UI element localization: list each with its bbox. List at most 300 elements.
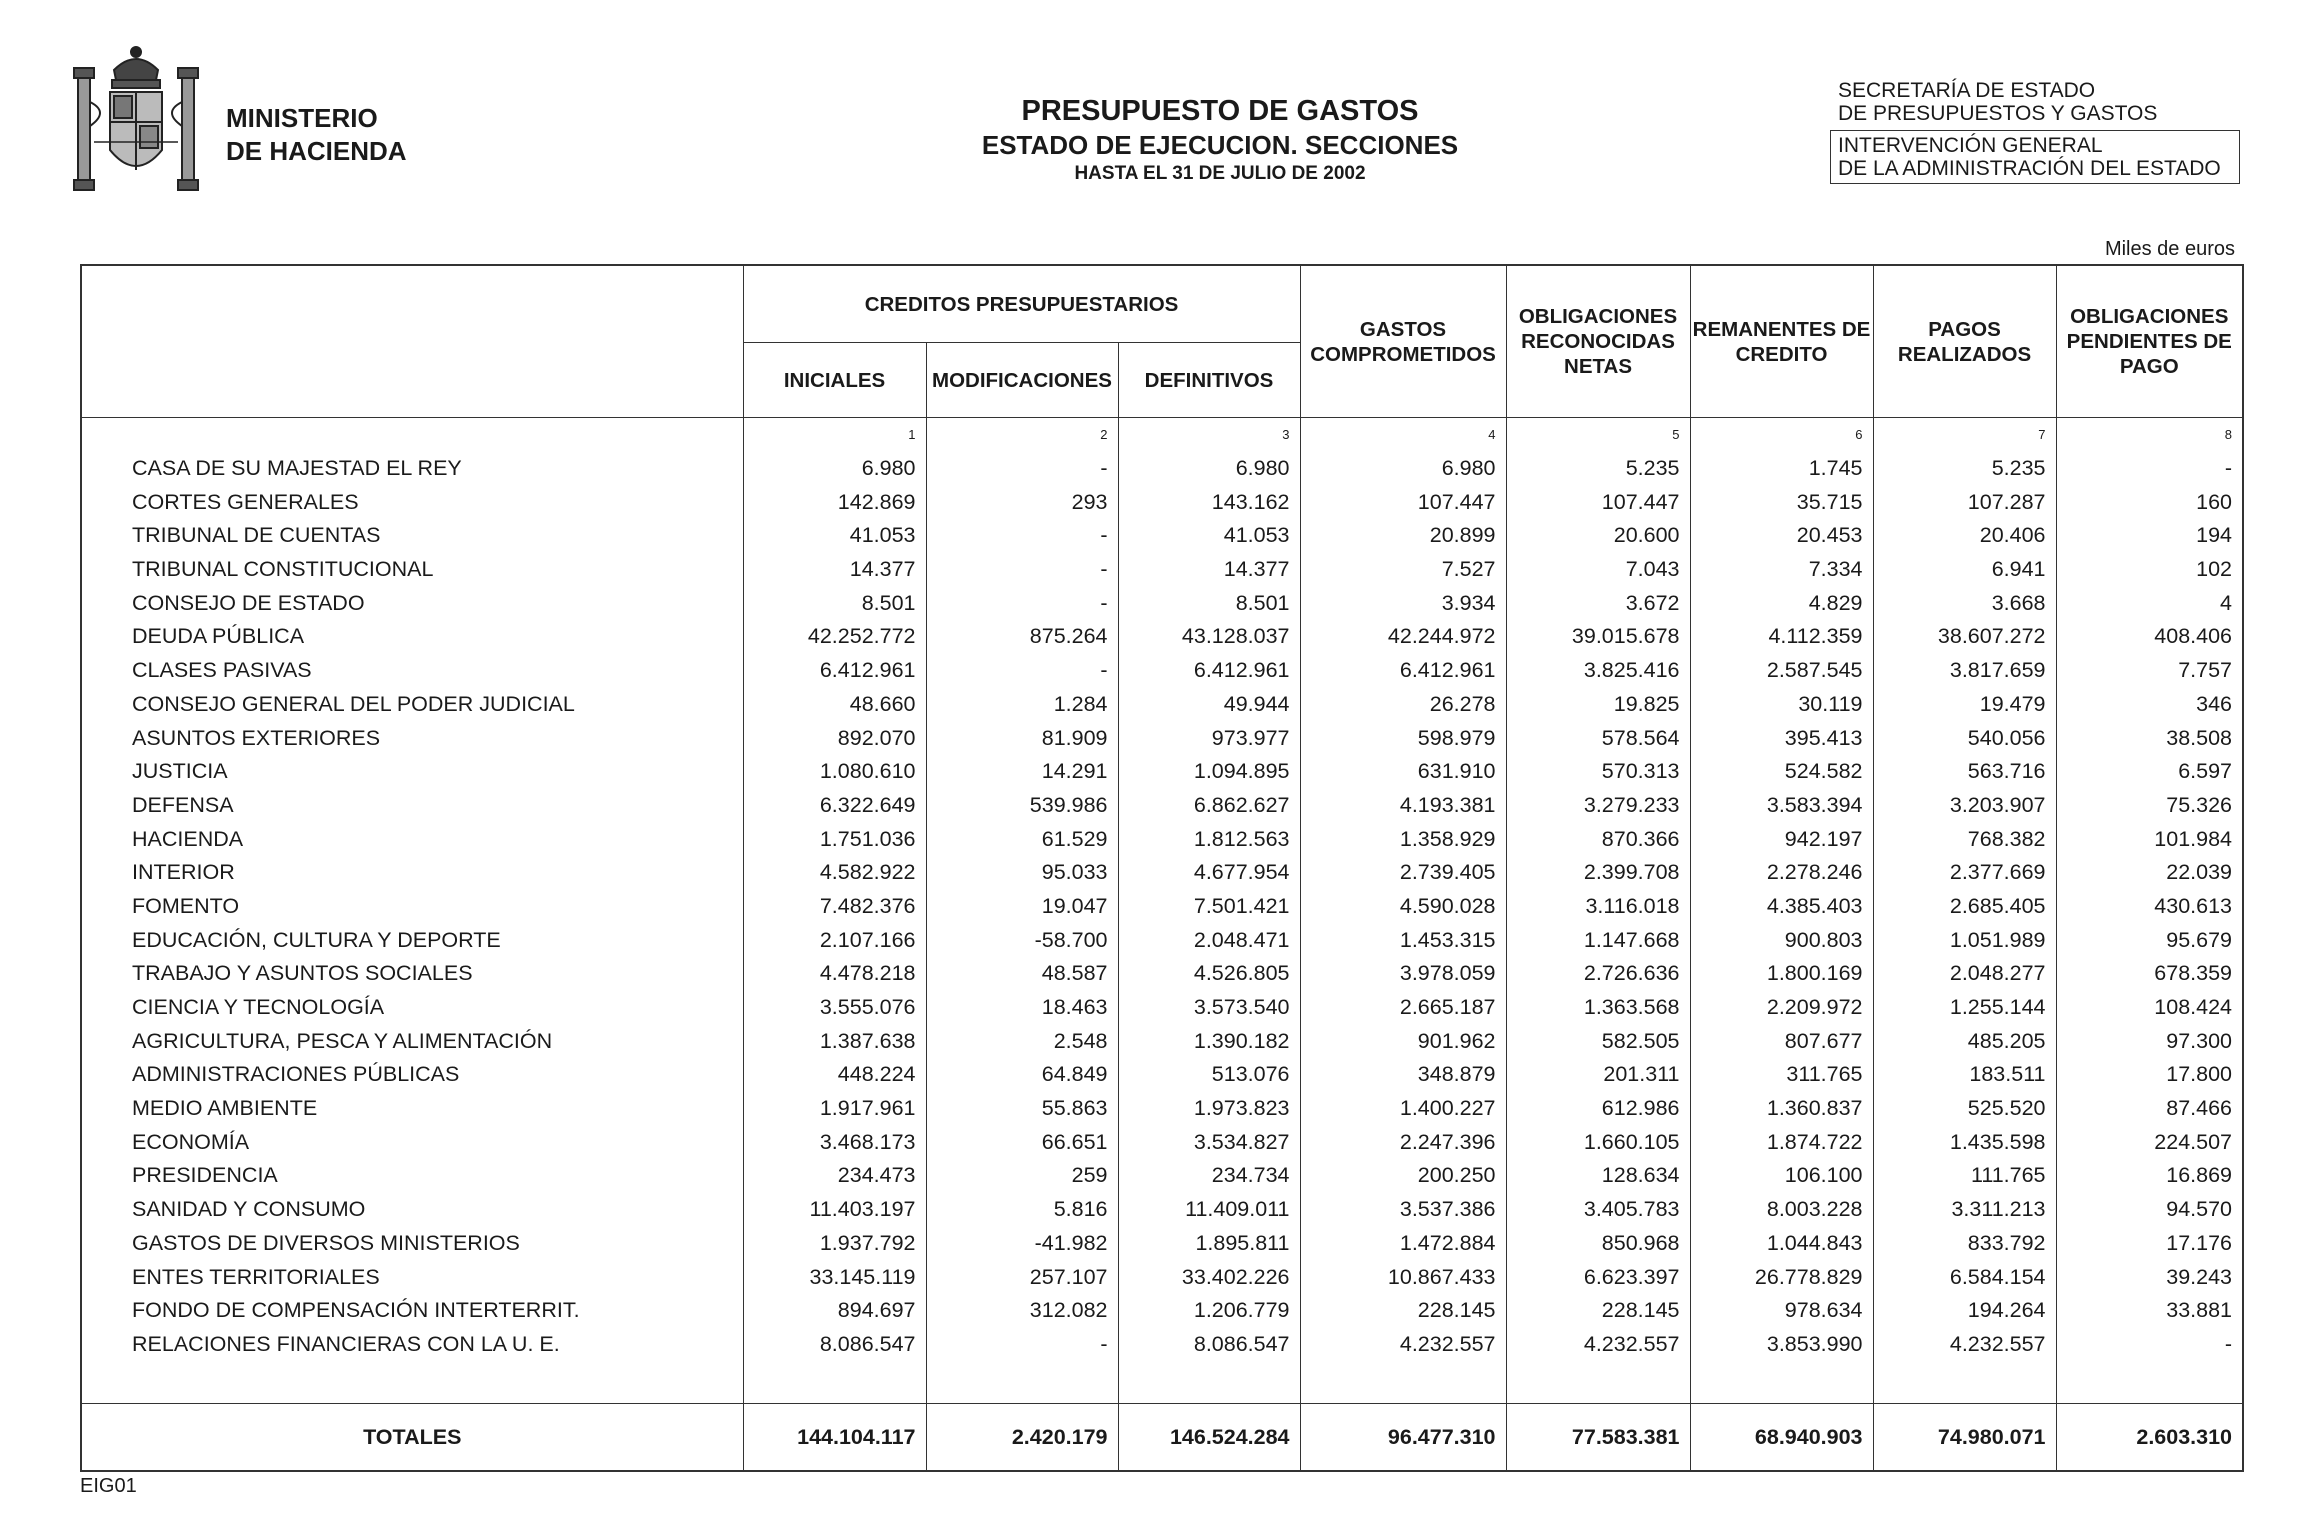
total-value: 68.940.903 — [1690, 1404, 1873, 1472]
cell-value: 2.726.636 — [1506, 957, 1690, 991]
cell-value: 311.765 — [1690, 1058, 1873, 1092]
row-label: SANIDAD Y CONSUMO — [81, 1193, 743, 1227]
cell-value: 224.507 — [2056, 1125, 2243, 1159]
total-value: 2.603.310 — [2056, 1404, 2243, 1472]
row-label: CONSEJO DE ESTADO — [81, 586, 743, 620]
table-row — [81, 721, 2243, 755]
cell-value: 1.937.792 — [743, 1227, 926, 1261]
cell-value: -41.982 — [926, 1227, 1118, 1261]
cell-value: 8.086.547 — [1118, 1328, 1300, 1362]
cell-value: 631.910 — [1300, 755, 1506, 789]
cell-value: 5.235 — [1873, 452, 2056, 486]
cell-value: 348.879 — [1300, 1058, 1506, 1092]
cell-value: 3.573.540 — [1118, 991, 1300, 1025]
cell-value: 3.279.233 — [1506, 789, 1690, 823]
col-header-definitivos: DEFINITIVOS — [1118, 343, 1300, 418]
table-row — [81, 923, 2243, 957]
table-body — [81, 418, 2243, 1472]
cell-value: 48.660 — [743, 688, 926, 722]
cell-value: 22.039 — [2056, 856, 2243, 890]
cell-value: 4.232.557 — [1300, 1328, 1506, 1362]
secretaria-label — [1838, 79, 2157, 125]
col-header-remanentes: REMANENTES DE CREDITO — [1690, 265, 1873, 418]
cell-value: 5.816 — [926, 1193, 1118, 1227]
column-number: 6 — [1690, 418, 1873, 452]
cell-value: 94.570 — [2056, 1193, 2243, 1227]
cell-value: 4.526.805 — [1118, 957, 1300, 991]
cell-value: 38.607.272 — [1873, 620, 2056, 654]
cell-value: 2.399.708 — [1506, 856, 1690, 890]
cell-value: 87.466 — [2056, 1092, 2243, 1126]
cell-value: 6.980 — [1118, 452, 1300, 486]
cell-value: 7.334 — [1690, 553, 1873, 587]
cell-value: 183.511 — [1873, 1058, 2056, 1092]
cell-value: - — [2056, 452, 2243, 486]
table-row — [81, 1227, 2243, 1261]
cell-value: 4.478.218 — [743, 957, 926, 991]
cell-value: 4.590.028 — [1300, 890, 1506, 924]
cell-value: 257.107 — [926, 1260, 1118, 1294]
table-row — [81, 1058, 2243, 1092]
col-header-gastos-comprometidos: GASTOS COMPROMETIDOS — [1300, 265, 1506, 418]
row-label: JUSTICIA — [81, 755, 743, 789]
table-row — [81, 553, 2243, 587]
cell-value: 978.634 — [1690, 1294, 1873, 1328]
cell-value: 6.412.961 — [1300, 654, 1506, 688]
report-period: HASTA EL 31 DE JULIO DE 2002 — [1074, 163, 1366, 184]
cell-value: 2.685.405 — [1873, 890, 2056, 924]
intervencion-box — [1830, 130, 2240, 184]
cell-value: 3.405.783 — [1506, 1193, 1690, 1227]
cell-value: 1.874.722 — [1690, 1125, 1873, 1159]
table-row — [81, 1125, 2243, 1159]
cell-value: 43.128.037 — [1118, 620, 1300, 654]
cell-value: 7.482.376 — [743, 890, 926, 924]
cell-value: 2.377.669 — [1873, 856, 2056, 890]
cell-value: 408.406 — [2056, 620, 2243, 654]
cell-value: 1.206.779 — [1118, 1294, 1300, 1328]
cell-value: 598.979 — [1300, 721, 1506, 755]
cell-value: 39.243 — [2056, 1260, 2243, 1294]
total-value: 144.104.117 — [743, 1404, 926, 1472]
table-row — [81, 856, 2243, 890]
cell-value: 563.716 — [1873, 755, 2056, 789]
report-title-block — [860, 93, 1580, 187]
row-label: ADMINISTRACIONES PÚBLICAS — [81, 1058, 743, 1092]
cell-value: 3.853.990 — [1690, 1328, 1873, 1362]
cell-value: 1.094.895 — [1118, 755, 1300, 789]
ministry-name — [226, 102, 407, 168]
cell-value: 7.043 — [1506, 553, 1690, 587]
row-label: CORTES GENERALES — [81, 485, 743, 519]
cell-value: 1.917.961 — [743, 1092, 926, 1126]
cell-value: 33.145.119 — [743, 1260, 926, 1294]
creditos-group-header: CREDITOS PRESUPUESTARIOS — [743, 265, 1300, 343]
cell-value: 101.984 — [2056, 822, 2243, 856]
table-row — [81, 688, 2243, 722]
cell-value: 513.076 — [1118, 1058, 1300, 1092]
cell-value: 10.867.433 — [1300, 1260, 1506, 1294]
cell-value: 1.051.989 — [1873, 923, 2056, 957]
cell-value: 20.453 — [1690, 519, 1873, 553]
table-row — [81, 586, 2243, 620]
cell-value: 1.973.823 — [1118, 1092, 1300, 1126]
cell-value: 900.803 — [1690, 923, 1873, 957]
cell-value: 892.070 — [743, 721, 926, 755]
cell-value: 1.751.036 — [743, 822, 926, 856]
cell-value: 7.757 — [2056, 654, 2243, 688]
cell-value: 17.800 — [2056, 1058, 2243, 1092]
cell-value: 259 — [926, 1159, 1118, 1193]
row-label: TRIBUNAL DE CUENTAS — [81, 519, 743, 553]
cell-value: 8.501 — [743, 586, 926, 620]
cell-value: 539.986 — [926, 789, 1118, 823]
cell-value: 61.529 — [926, 822, 1118, 856]
cell-value: - — [926, 586, 1118, 620]
cell-value: 2.247.396 — [1300, 1125, 1506, 1159]
cell-value: 66.651 — [926, 1125, 1118, 1159]
column-number: 3 — [1118, 418, 1300, 452]
table-row — [81, 1193, 2243, 1227]
intervencion-line-1: INTERVENCIÓN GENERAL — [1838, 134, 2103, 157]
cell-value: 106.100 — [1690, 1159, 1873, 1193]
cell-value: 97.300 — [2056, 1024, 2243, 1058]
cell-value: 3.934 — [1300, 586, 1506, 620]
cell-value: 4 — [2056, 586, 2243, 620]
cell-value: 194 — [2056, 519, 2243, 553]
totals-label: TOTALES — [81, 1404, 743, 1472]
column-number: 7 — [1873, 418, 2056, 452]
cell-value: 234.473 — [743, 1159, 926, 1193]
cell-value: 143.162 — [1118, 485, 1300, 519]
cell-value: 11.409.011 — [1118, 1193, 1300, 1227]
cell-value: 1.080.610 — [743, 755, 926, 789]
col-header-iniciales: INICIALES — [743, 343, 926, 418]
cell-value: 228.145 — [1300, 1294, 1506, 1328]
cell-value: 8.003.228 — [1690, 1193, 1873, 1227]
totals-row — [81, 1404, 2243, 1472]
cell-value: 3.468.173 — [743, 1125, 926, 1159]
cell-value: 38.508 — [2056, 721, 2243, 755]
cell-value: 8.086.547 — [743, 1328, 926, 1362]
cell-value: 18.463 — [926, 991, 1118, 1025]
cell-value: 75.326 — [2056, 789, 2243, 823]
cell-value: 2.665.187 — [1300, 991, 1506, 1025]
cell-value: 485.205 — [1873, 1024, 2056, 1058]
cell-value: 33.402.226 — [1118, 1260, 1300, 1294]
report-subtitle: ESTADO DE EJECUCION. SECCIONES — [981, 130, 1459, 160]
cell-value: 430.613 — [2056, 890, 2243, 924]
cell-value: 4.582.922 — [743, 856, 926, 890]
row-label: RELACIONES FINANCIERAS CON LA U. E. — [81, 1328, 743, 1362]
cell-value: 160 — [2056, 485, 2243, 519]
cell-value: 3.672 — [1506, 586, 1690, 620]
cell-value: 35.715 — [1690, 485, 1873, 519]
cell-value: 1.812.563 — [1118, 822, 1300, 856]
cell-value: 41.053 — [1118, 519, 1300, 553]
cell-value: 3.817.659 — [1873, 654, 2056, 688]
row-label: TRABAJO Y ASUNTOS SOCIALES — [81, 957, 743, 991]
table-row — [81, 991, 2243, 1025]
intervencion-line-2: DE LA ADMINISTRACIÓN DEL ESTADO — [1838, 157, 2221, 180]
cell-value: 2.587.545 — [1690, 654, 1873, 688]
cell-value: 3.116.018 — [1506, 890, 1690, 924]
cell-value: 107.447 — [1300, 485, 1506, 519]
table-row — [81, 519, 2243, 553]
row-label: MEDIO AMBIENTE — [81, 1092, 743, 1126]
cell-value: 942.197 — [1690, 822, 1873, 856]
cell-value: 6.980 — [743, 452, 926, 486]
cell-value: 102 — [2056, 553, 2243, 587]
row-label: DEUDA PÚBLICA — [81, 620, 743, 654]
cell-value: 111.765 — [1873, 1159, 2056, 1193]
cell-value: 1.255.144 — [1873, 991, 2056, 1025]
cell-value: 95.679 — [2056, 923, 2243, 957]
cell-value: 4.193.381 — [1300, 789, 1506, 823]
cell-value: 228.145 — [1506, 1294, 1690, 1328]
cell-value: 525.520 — [1873, 1092, 2056, 1126]
col-header-pagos: PAGOS REALIZADOS — [1873, 265, 2056, 418]
cell-value: 20.406 — [1873, 519, 2056, 553]
cell-value: 870.366 — [1506, 822, 1690, 856]
cell-value: 4.232.557 — [1873, 1328, 2056, 1362]
cell-value: 142.869 — [743, 485, 926, 519]
cell-value: 768.382 — [1873, 822, 2056, 856]
row-label: FONDO DE COMPENSACIÓN INTERTERRIT. — [81, 1294, 743, 1328]
cell-value: 578.564 — [1506, 721, 1690, 755]
cell-value: 6.584.154 — [1873, 1260, 2056, 1294]
cell-value: 3.203.907 — [1873, 789, 2056, 823]
cell-value: 6.980 — [1300, 452, 1506, 486]
cell-value: 6.597 — [2056, 755, 2243, 789]
row-label: ENTES TERRITORIALES — [81, 1260, 743, 1294]
cell-value: 19.479 — [1873, 688, 2056, 722]
table-row — [81, 620, 2243, 654]
cell-value: 6.623.397 — [1506, 1260, 1690, 1294]
cell-value: 2.739.405 — [1300, 856, 1506, 890]
cell-value: 540.056 — [1873, 721, 2056, 755]
row-label: GASTOS DE DIVERSOS MINISTERIOS — [81, 1227, 743, 1261]
cell-value: 194.264 — [1873, 1294, 2056, 1328]
column-number: 5 — [1506, 418, 1690, 452]
table-row — [81, 1159, 2243, 1193]
table-row — [81, 822, 2243, 856]
cell-value: -58.700 — [926, 923, 1118, 957]
cell-value: 48.587 — [926, 957, 1118, 991]
cell-value: 200.250 — [1300, 1159, 1506, 1193]
cell-value: 26.778.829 — [1690, 1260, 1873, 1294]
cell-value: 107.447 — [1506, 485, 1690, 519]
column-number: 8 — [2056, 418, 2243, 452]
cell-value: 6.412.961 — [1118, 654, 1300, 688]
cell-value: 395.413 — [1690, 721, 1873, 755]
table-row — [81, 485, 2243, 519]
cell-value: 6.322.649 — [743, 789, 926, 823]
cell-value: 875.264 — [926, 620, 1118, 654]
cell-value: 7.501.421 — [1118, 890, 1300, 924]
total-value: 146.524.284 — [1118, 1404, 1300, 1472]
cell-value: 64.849 — [926, 1058, 1118, 1092]
cell-value: 1.387.638 — [743, 1024, 926, 1058]
cell-value: 678.359 — [2056, 957, 2243, 991]
cell-value: 3.311.213 — [1873, 1193, 2056, 1227]
row-label: ASUNTOS EXTERIORES — [81, 721, 743, 755]
cell-value: 19.825 — [1506, 688, 1690, 722]
cell-value: 2.048.471 — [1118, 923, 1300, 957]
cell-value: 26.278 — [1300, 688, 1506, 722]
cell-value: 1.358.929 — [1300, 822, 1506, 856]
cell-value: - — [926, 452, 1118, 486]
row-label-header — [81, 265, 743, 418]
cell-value: 2.209.972 — [1690, 991, 1873, 1025]
cell-value: 81.909 — [926, 721, 1118, 755]
cell-value: 1.745 — [1690, 452, 1873, 486]
cell-value: 2.278.246 — [1690, 856, 1873, 890]
cell-value: 5.235 — [1506, 452, 1690, 486]
total-value: 96.477.310 — [1300, 1404, 1506, 1472]
cell-value: 6.412.961 — [743, 654, 926, 688]
cell-value: 850.968 — [1506, 1227, 1690, 1261]
cell-value: 4.112.359 — [1690, 620, 1873, 654]
cell-value: 1.390.182 — [1118, 1024, 1300, 1058]
table-row — [81, 755, 2243, 789]
cell-value: 4.829 — [1690, 586, 1873, 620]
cell-value: 41.053 — [743, 519, 926, 553]
cell-value: 1.360.837 — [1690, 1092, 1873, 1126]
table-spacer-row — [81, 1361, 2243, 1403]
cell-value: 582.505 — [1506, 1024, 1690, 1058]
cell-value: 1.400.227 — [1300, 1092, 1506, 1126]
col-header-obligaciones-reconocidas: OBLIGACIONES RECONOCIDAS NETAS — [1506, 265, 1690, 418]
cell-value: 20.899 — [1300, 519, 1506, 553]
cell-value: 30.119 — [1690, 688, 1873, 722]
coat-of-arms-icon — [70, 42, 202, 198]
cell-value: 1.895.811 — [1118, 1227, 1300, 1261]
cell-value: 1.453.315 — [1300, 923, 1506, 957]
cell-value: 1.660.105 — [1506, 1125, 1690, 1159]
cell-value: 3.537.386 — [1300, 1193, 1506, 1227]
cell-value: 42.244.972 — [1300, 620, 1506, 654]
row-label: AGRICULTURA, PESCA Y ALIMENTACIÓN — [81, 1024, 743, 1058]
row-label: PRESIDENCIA — [81, 1159, 743, 1193]
cell-value: 1.147.668 — [1506, 923, 1690, 957]
cell-value: 49.944 — [1118, 688, 1300, 722]
table-row — [81, 1092, 2243, 1126]
cell-value: 293 — [926, 485, 1118, 519]
cell-value: 7.527 — [1300, 553, 1506, 587]
cell-value: 16.869 — [2056, 1159, 2243, 1193]
column-number: 2 — [926, 418, 1118, 452]
report-code: EIG01 — [80, 1475, 137, 1497]
total-value: 74.980.071 — [1873, 1404, 2056, 1472]
column-number-row — [81, 418, 2243, 452]
row-label: CLASES PASIVAS — [81, 654, 743, 688]
cell-value: - — [2056, 1328, 2243, 1362]
cell-value: 2.548 — [926, 1024, 1118, 1058]
cell-value: 55.863 — [926, 1092, 1118, 1126]
column-number-blank — [81, 418, 743, 452]
cell-value: - — [926, 654, 1118, 688]
row-label: CASA DE SU MAJESTAD EL REY — [81, 452, 743, 486]
table-row — [81, 890, 2243, 924]
cell-value: 2.107.166 — [743, 923, 926, 957]
report-title: PRESUPUESTO DE GASTOS — [1021, 95, 1419, 127]
table-row — [81, 654, 2243, 688]
cell-value: 312.082 — [926, 1294, 1118, 1328]
table-row — [81, 1328, 2243, 1362]
cell-value: 1.284 — [926, 688, 1118, 722]
cell-value: 95.033 — [926, 856, 1118, 890]
cell-value: 4.232.557 — [1506, 1328, 1690, 1362]
cell-value: 1.472.884 — [1300, 1227, 1506, 1261]
cell-value: 19.047 — [926, 890, 1118, 924]
cell-value: 833.792 — [1873, 1227, 2056, 1261]
col-header-obligaciones-pendientes: OBLIGACIONES PENDIENTES DE PAGO — [2056, 265, 2243, 418]
secretaria-line-1: SECRETARÍA DE ESTADO — [1838, 79, 2096, 102]
cell-value: 1.363.568 — [1506, 991, 1690, 1025]
cell-value: 3.825.416 — [1506, 654, 1690, 688]
cell-value: 11.403.197 — [743, 1193, 926, 1227]
cell-value: 894.697 — [743, 1294, 926, 1328]
secretaria-line-2: DE PRESUPUESTOS Y GASTOS — [1838, 102, 2158, 125]
column-number: 1 — [743, 418, 926, 452]
row-label: FOMENTO — [81, 890, 743, 924]
table-row — [81, 1294, 2243, 1328]
ministry-line-1: MINISTERIO — [226, 103, 378, 133]
cell-value: 570.313 — [1506, 755, 1690, 789]
cell-value: 807.677 — [1690, 1024, 1873, 1058]
cell-value: - — [926, 519, 1118, 553]
cell-value: 14.377 — [1118, 553, 1300, 587]
cell-value: 1.435.598 — [1873, 1125, 2056, 1159]
cell-value: 20.600 — [1506, 519, 1690, 553]
cell-value: - — [926, 1328, 1118, 1362]
cell-value: 612.986 — [1506, 1092, 1690, 1126]
cell-value: 8.501 — [1118, 586, 1300, 620]
cell-value: 1.044.843 — [1690, 1227, 1873, 1261]
cell-value: 4.677.954 — [1118, 856, 1300, 890]
cell-value: 901.962 — [1300, 1024, 1506, 1058]
cell-value: 39.015.678 — [1506, 620, 1690, 654]
cell-value: 3.555.076 — [743, 991, 926, 1025]
row-label: EDUCACIÓN, CULTURA Y DEPORTE — [81, 923, 743, 957]
cell-value: 1.800.169 — [1690, 957, 1873, 991]
table-row — [81, 1024, 2243, 1058]
cell-value: 524.582 — [1690, 755, 1873, 789]
cell-value: 108.424 — [2056, 991, 2243, 1025]
col-header-modificaciones: MODIFICACIONES — [926, 343, 1118, 418]
row-label: INTERIOR — [81, 856, 743, 890]
row-label: CONSEJO GENERAL DEL PODER JUDICIAL — [81, 688, 743, 722]
cell-value: 128.634 — [1506, 1159, 1690, 1193]
row-label: TRIBUNAL CONSTITUCIONAL — [81, 553, 743, 587]
table-row — [81, 452, 2243, 486]
total-value: 77.583.381 — [1506, 1404, 1690, 1472]
row-label: ECONOMÍA — [81, 1125, 743, 1159]
cell-value: 14.377 — [743, 553, 926, 587]
table-row — [81, 957, 2243, 991]
cell-value: 3.583.394 — [1690, 789, 1873, 823]
row-label: CIENCIA Y TECNOLOGÍA — [81, 991, 743, 1025]
cell-value: 3.534.827 — [1118, 1125, 1300, 1159]
cell-value: - — [926, 553, 1118, 587]
row-label: DEFENSA — [81, 789, 743, 823]
cell-value: 14.291 — [926, 755, 1118, 789]
cell-value: 448.224 — [743, 1058, 926, 1092]
cell-value: 3.668 — [1873, 586, 2056, 620]
cell-value: 17.176 — [2056, 1227, 2243, 1261]
ministry-line-2: DE HACIENDA — [226, 136, 407, 166]
